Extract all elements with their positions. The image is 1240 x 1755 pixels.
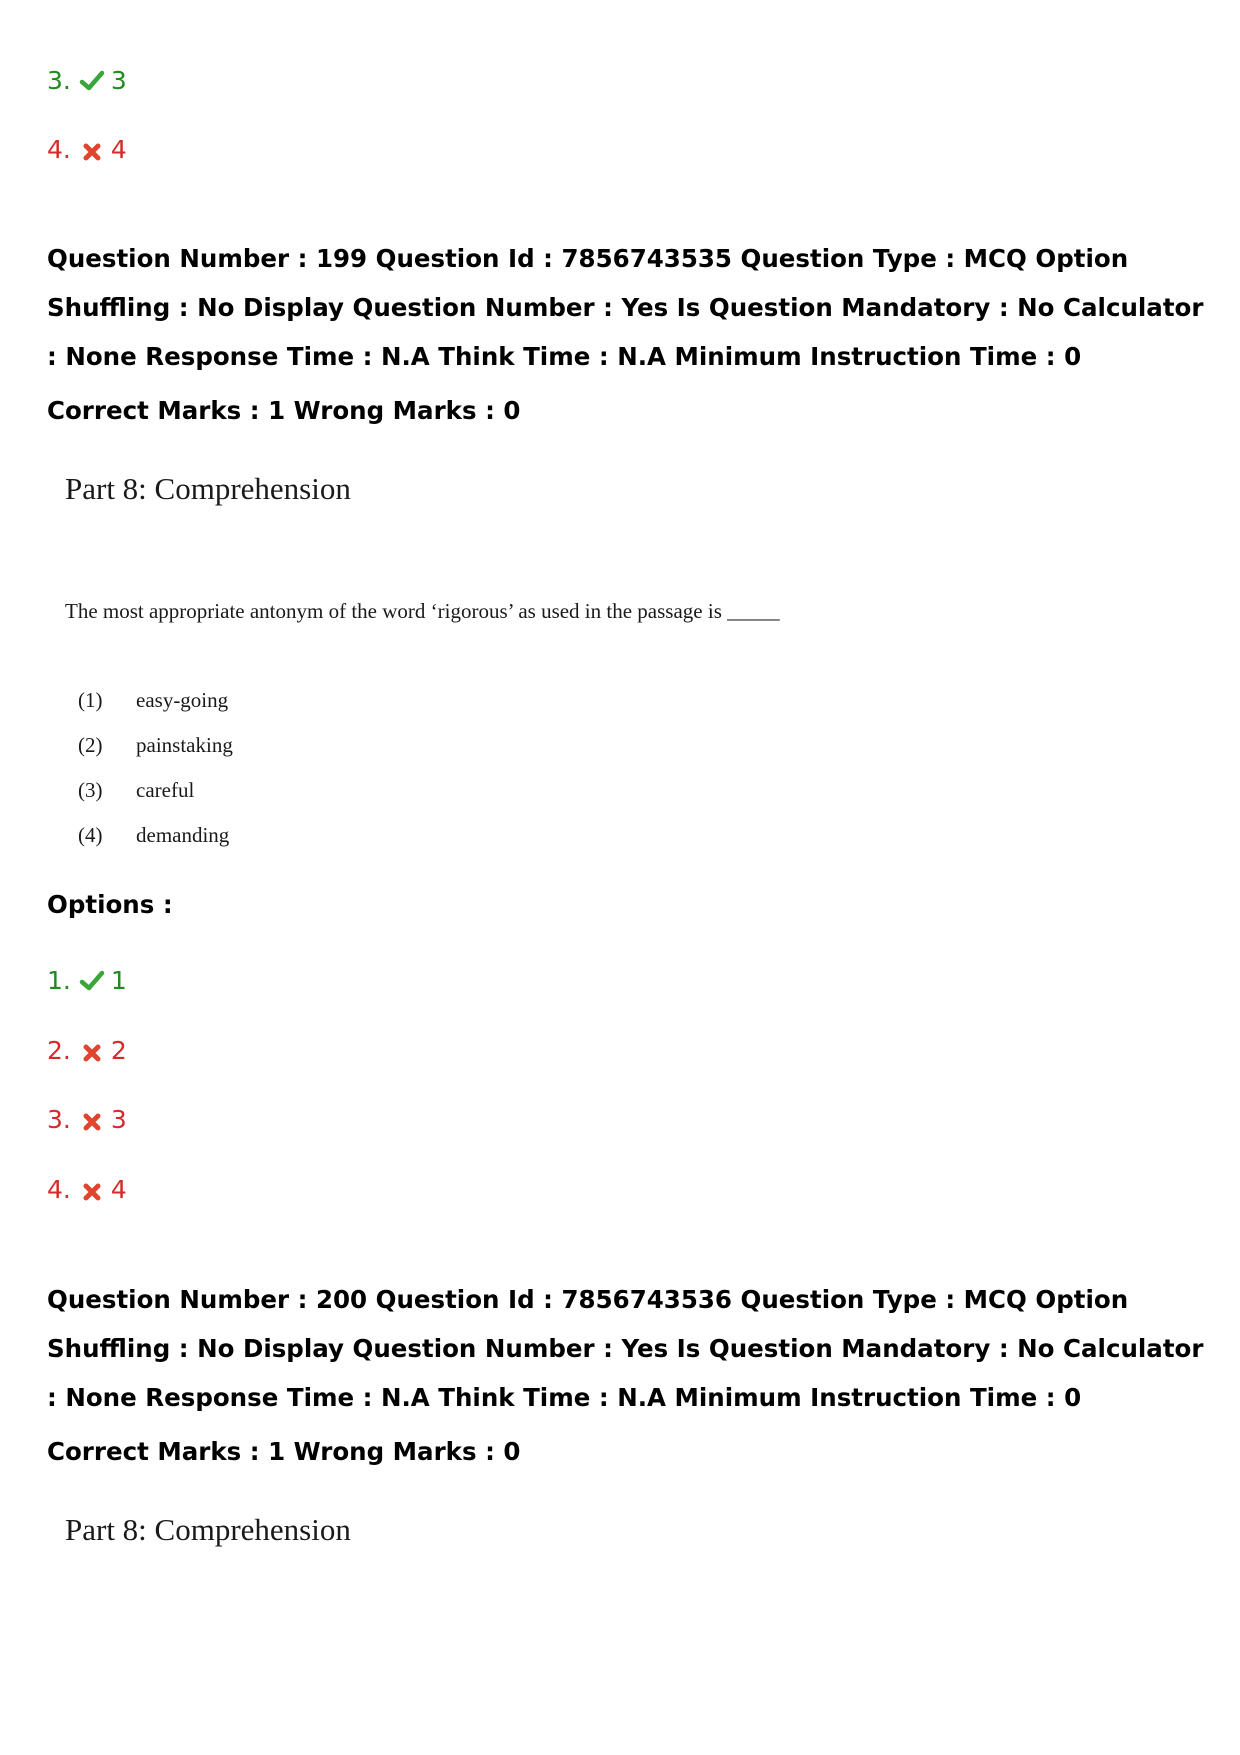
- option-item: [47, 966, 127, 996]
- option-item: [47, 1175, 127, 1205]
- option-number: 4.: [47, 1175, 71, 1204]
- options-label: Options :: [47, 890, 173, 919]
- choice-item: [78, 778, 194, 803]
- option-value: 3: [110, 1105, 127, 1134]
- question-marks: Correct Marks : 1 Wrong Marks : 0: [47, 396, 521, 425]
- choice-number: (1): [78, 688, 103, 712]
- option-item: [47, 66, 127, 96]
- cross-icon: [79, 137, 105, 163]
- option-value: 3: [110, 66, 127, 95]
- check-icon: [79, 68, 105, 94]
- cross-icon: [79, 1038, 105, 1064]
- choice-number: (2): [78, 733, 103, 757]
- part-title: Part 8: Comprehension: [65, 471, 351, 506]
- cross-icon: [79, 1107, 105, 1133]
- choice-item: [78, 823, 229, 848]
- question-meta: Question Number : 200 Question Id : 7856743536 Question Type : MCQ Option Shuffling : No Display Question Number : Yes Is Question Mandatory : No Calculator : None Response Time : N.A Think Time : N.A Minimum Instruction Time : 0: [47, 1285, 1204, 1412]
- option-number: 4.: [47, 135, 71, 164]
- question-text: The most appropriate antonym of the word ‘rigorous’ as used in the passage is _____: [65, 599, 780, 623]
- cross-icon: [79, 1177, 105, 1203]
- question-marks: Correct Marks : 1 Wrong Marks : 0: [47, 1437, 521, 1466]
- choice-text: demanding: [136, 823, 230, 847]
- option-number: 3.: [47, 66, 71, 95]
- option-value: 4: [110, 135, 127, 164]
- option-value: 4: [110, 1175, 127, 1204]
- choice-item: [78, 688, 228, 713]
- option-item: [47, 1105, 127, 1135]
- question-meta: Question Number : 199 Question Id : 7856743535 Question Type : MCQ Option Shuffling : No Display Question Number : Yes Is Question Mandatory : No Calculator : None Response Time : N.A Think Time : N.A Minimum Instruction Time : 0: [47, 244, 1204, 371]
- choice-item: [78, 733, 233, 758]
- option-item: [47, 1036, 127, 1066]
- choice-number: (4): [78, 823, 103, 847]
- option-number: 1.: [47, 966, 71, 995]
- option-number: 3.: [47, 1105, 71, 1134]
- option-value: 1: [110, 966, 127, 995]
- choice-text: careful: [136, 778, 195, 802]
- part-title: Part 8: Comprehension: [65, 1512, 351, 1547]
- choice-text: easy-going: [136, 688, 229, 712]
- choice-text: painstaking: [136, 733, 233, 757]
- option-item: [47, 135, 127, 165]
- choice-number: (3): [78, 778, 103, 802]
- option-number: 2.: [47, 1036, 71, 1065]
- check-icon: [79, 968, 105, 994]
- option-value: 2: [110, 1036, 127, 1065]
